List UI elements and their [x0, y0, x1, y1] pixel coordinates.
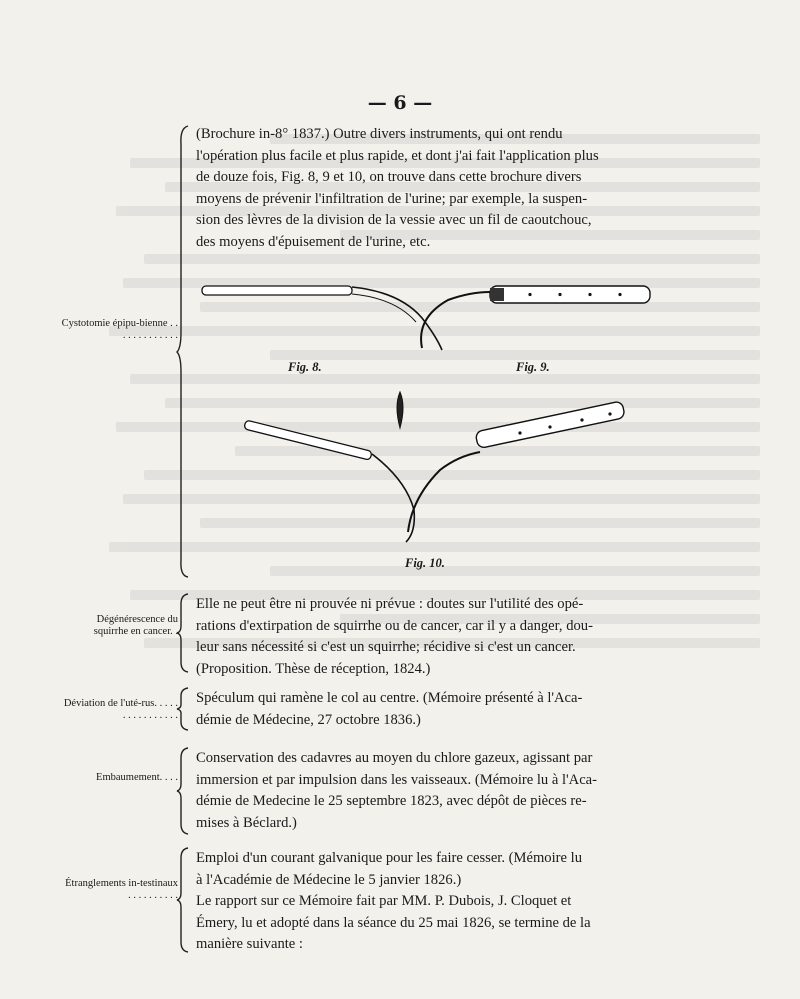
text-line: (Proposition. Thèse de réception, 1824.) [196, 660, 431, 677]
text-line: de douze fois, Fig. 8, 9 et 10, on trouve dans cette brochure divers [196, 169, 582, 185]
section-brace [176, 686, 190, 732]
text-line: (Brochure in-8° 1837.) Outre divers instruments, qui ont rendu [196, 126, 563, 142]
figure-10-instrument [244, 392, 625, 542]
margin-label-degenerescence: Dégénérescence du squirrhe en cancer. . [93, 614, 178, 637]
margin-label-embaumement: Embaumement. . . . [96, 772, 178, 783]
text-line: immersion et par impulsion dans les vaisseaux. (Mémoire lu à l'Aca- [196, 771, 598, 788]
text-line: manière suivante : [196, 936, 303, 952]
figure-8-caption: Fig. 8. [288, 360, 322, 374]
section-brace [176, 746, 190, 836]
margin-label-etranglements: Étranglements in-testinaux . . . . . . . . . . [65, 878, 178, 901]
text-line: à l'Académie de Médecine le 5 janvier 1826.) [196, 871, 462, 888]
text-line: Spéculum qui ramène le col au centre. (Mémoire présenté à l'Aca- [196, 690, 583, 706]
figure-9-caption: Fig. 9. [516, 360, 550, 374]
section-cystotomie-text [196, 124, 666, 253]
text-line: Le rapport sur ce Mémoire fait par MM. P. Dubois, J. Cloquet et [196, 893, 572, 909]
section-etranglements-text [196, 848, 666, 956]
text-line: l'opération plus facile et plus rapide, et dont j'ai fait l'application plus [196, 147, 599, 164]
text-line: leur sans nécessité si c'est un squirrhe; récidive si c'est un cancer. [196, 639, 576, 655]
figure-8-instrument [202, 286, 442, 350]
section-brace [176, 846, 190, 954]
section-embaumement-text [196, 748, 666, 834]
text-line: Emploi d'un courant galvanique pour les faire cesser. (Mémoire lu [196, 850, 583, 866]
surgical-instruments-figures [190, 270, 670, 580]
text-line: des moyens d'épuisement de l'urine, etc. [196, 233, 431, 250]
margin-label-deviation: Déviation de l'uté-rus. . . . . . . . . . . . . . . . [63, 698, 178, 721]
text-line: sion des lèvres de la division de la vessie avec un fil de caoutchouc, [196, 212, 592, 228]
section-degenerescence-text [196, 594, 666, 680]
figure-9-instrument [421, 286, 650, 348]
page-number: — 6 — [367, 92, 433, 114]
text-line: Elle ne peut être ni prouvée ni prévue : doutes sur l'utilité des opé- [196, 596, 584, 612]
section-brace [176, 124, 190, 579]
margin-label-cystotomie: Cystotomie épipu-bienne . . . . . . . . . . . . . [61, 318, 178, 341]
text-line: Conservation des cadavres au moyen du chlore gazeux, agissant par [196, 750, 593, 766]
text-line: Émery, lu et adopté dans la séance du 25 mai 1826, se termine de la [196, 914, 591, 931]
figure-10-caption: Fig. 10. [405, 556, 445, 570]
text-line: rations d'extirpation de squirrhe ou de cancer, car il y a danger, dou- [196, 617, 593, 634]
text-line: mises à Béclard.) [196, 814, 297, 831]
section-deviation-text [196, 688, 666, 731]
text-line: moyens de prévenir l'infiltration de l'urine; par exemple, la suspen- [196, 190, 588, 207]
section-brace [176, 592, 190, 674]
text-line: démie de Medecine le 25 septembre 1823, avec dépôt de pièces re- [196, 793, 587, 809]
text-line: démie de Médecine, 27 octobre 1836.) [196, 711, 421, 728]
